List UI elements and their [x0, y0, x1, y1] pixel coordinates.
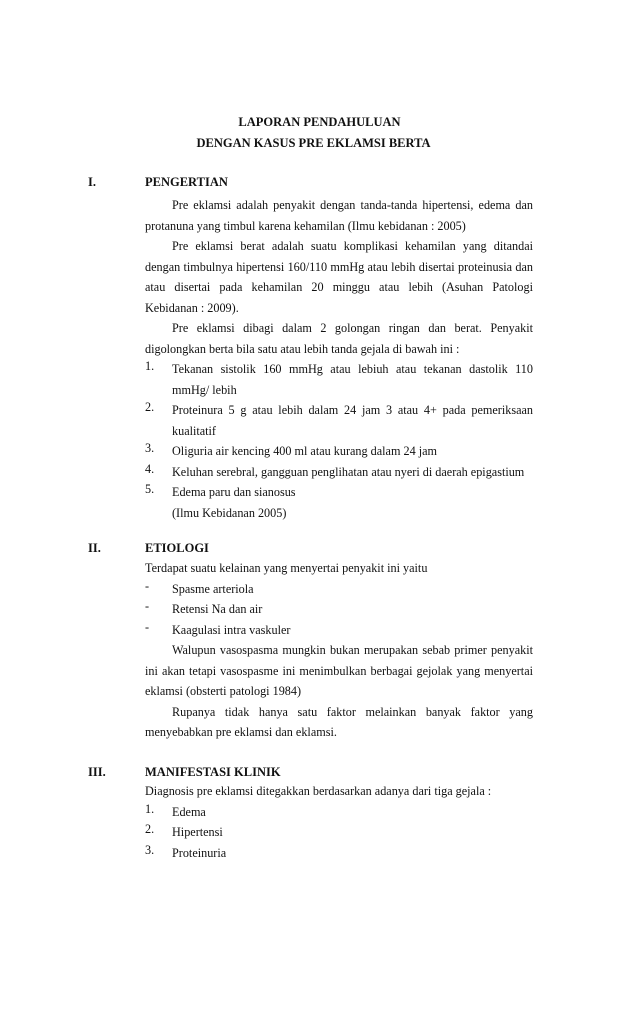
list-item — [145, 822, 533, 843]
list-marker: 1. — [145, 359, 155, 373]
list-item — [145, 400, 533, 441]
list-item-text: Tekanan sistolik 160 mmHg atau lebiuh atau tekanan dastolik 110 — [172, 362, 533, 376]
paragraph-line: Pre eklamsi adalah penyakit dengan tanda-tanda hipertensi, edema dan — [172, 198, 533, 212]
list-marker: 2. — [145, 822, 155, 836]
paragraph-line: atau disertai pada kehamilan 20 minggu atau lebih (Asuhan Patologi — [145, 280, 533, 294]
list-item-text: Proteinura 5 g atau lebih dalam 24 jam 3 atau 4+ pada pemeriksaan — [172, 403, 533, 417]
section-heading: MANIFESTASI KLINIK — [145, 765, 281, 779]
list-item — [145, 359, 533, 400]
paragraph-line: dengan timbulnya hipertensi 160/110 mmHg atau lebih disertai proteinusia dan — [145, 259, 533, 274]
list-item-text: Proteinuria — [172, 845, 227, 860]
list-item-text: mmHg/ lebih — [172, 382, 237, 397]
list-marker: - — [145, 599, 150, 613]
section-number: II. — [88, 541, 101, 555]
list-item — [145, 441, 533, 462]
paragraph-line: protanuna yang timbul karena kehamilan (Ilmu kebidanan : 2005) — [145, 218, 466, 233]
list-marker: 1. — [145, 801, 155, 816]
list-item — [145, 462, 533, 483]
list-item — [145, 843, 533, 864]
section-body-manifestasi — [145, 781, 533, 863]
list-item-text: Hipertensi — [172, 825, 223, 839]
section-heading: PENGERTIAN — [145, 175, 228, 189]
list-marker: - — [145, 619, 150, 634]
list-marker: - — [145, 578, 150, 593]
document-subtitle: DENGAN KASUS PRE EKLAMSI BERTA — [196, 136, 431, 150]
paragraph-line: Walupun vasospasma mungkin bukan merupakan sebab primer penyakit — [172, 643, 533, 657]
paragraph-line: eklamsi (obsterti patologi 1984) — [145, 684, 302, 698]
list-marker: 2. — [145, 400, 155, 414]
paragraph-line: menyebabkan pre eklamsi dan eklamsi. — [145, 725, 337, 739]
paragraph-line: Pre eklamsi berat adalah suatu komplikasi kehamilan yang ditandai — [172, 239, 533, 253]
paragraph-line: Diagnosis pre eklamsi ditegakkan berdasarkan adanya dari tiga gejala : — [145, 784, 492, 798]
list-marker: 5. — [145, 482, 155, 496]
paragraph-line: Kebidanan : 2009). — [145, 300, 239, 315]
section-body-etiologi — [145, 558, 533, 743]
paragraph-line: Pre eklamsi dibagi dalam 2 golongan ringan dan berat. Penyakit — [172, 321, 533, 335]
list-item — [145, 482, 533, 523]
list-item-text: Edema paru dan sianosus — [172, 485, 296, 499]
list-item — [145, 599, 533, 620]
citation: (Ilmu Kebidanan 2005) — [172, 505, 287, 520]
paragraph-line: digolongkan berta bila satu atau lebih tanda gejala di bawah ini : — [145, 341, 460, 356]
list-item — [145, 802, 533, 823]
section-number: III. — [88, 765, 106, 779]
list-marker: 3. — [145, 842, 155, 857]
list-marker: 4. — [145, 461, 155, 476]
section-body-pengertian — [145, 195, 533, 523]
paragraph-line: Rupanya tidak hanya satu faktor melainkan banyak faktor yang — [172, 704, 533, 719]
list-item-text: Spasme arteriola — [172, 581, 254, 596]
list-item — [145, 579, 533, 600]
list-item-text: Retensi Na dan air — [172, 602, 263, 616]
list-marker: 3. — [145, 441, 155, 455]
section-number: I. — [88, 175, 96, 189]
list-item-text: Oliguria air kencing 400 ml atau kurang dalam 24 jam — [172, 444, 438, 458]
list-item-text: Kaagulasi intra vaskuler — [172, 622, 291, 637]
paragraph-line: Terdapat suatu kelainan yang menyertai penyakit ini yaitu — [145, 561, 428, 575]
list-item-text: kualitatif — [172, 423, 216, 438]
document-title: LAPORAN PENDAHULUAN — [238, 115, 401, 129]
list-item — [145, 620, 533, 641]
paragraph-line: ini akan tetapi vasospasme ini menimbulkan berbagai gejolak yang menyertai — [145, 663, 533, 678]
list-item-text: Edema — [172, 804, 206, 819]
section-heading: ETIOLOGI — [145, 541, 209, 555]
list-item-text: Keluhan serebral, gangguan penglihatan atau nyeri di daerah epigastium — [172, 464, 525, 479]
